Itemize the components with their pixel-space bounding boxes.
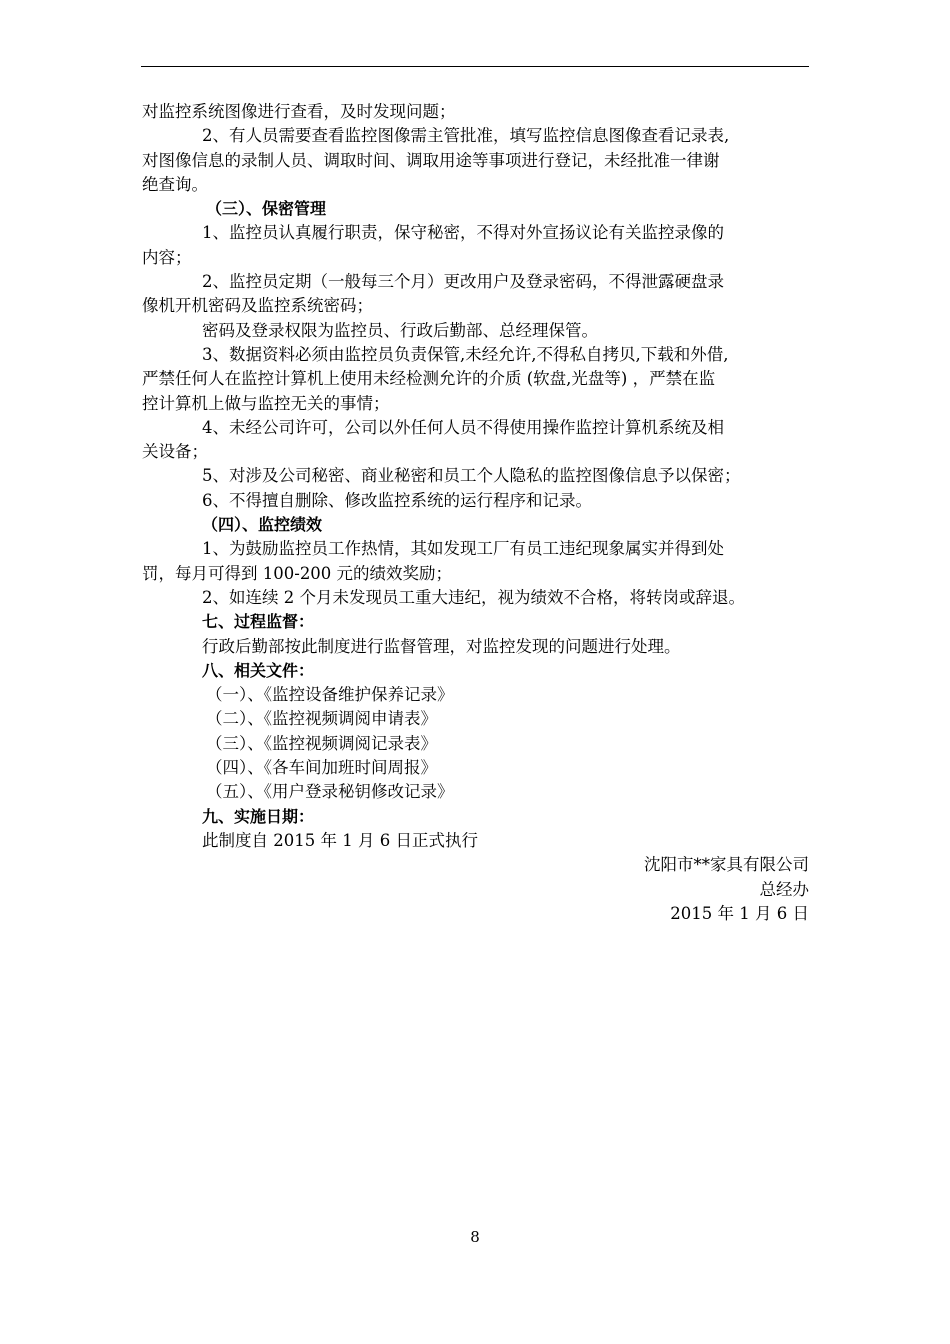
paragraph-line: 5、对涉及公司秘密、商业秘密和员工个人隐私的监控图像信息予以保密； <box>202 466 741 486</box>
paragraph-line: 1、监控员认真履行职责，保守秘密，不得对外宣扬议论有关监控录像的 <box>202 223 724 243</box>
signature-company: 沈阳市**家具有限公司 <box>644 855 809 875</box>
section-heading: 七、过程监督： <box>202 612 315 632</box>
paragraph-line: 罚，每月可得到 100-200 元的绩效奖励； <box>142 563 453 583</box>
list-item: （一）、《监控设备维护保养记录》 <box>206 685 454 705</box>
paragraph-line: 内容； <box>142 247 192 267</box>
paragraph-line: 对监控系统图像进行查看，及时发现问题； <box>142 102 456 121</box>
header-rule <box>141 66 809 67</box>
paragraph-line: 行政后勤部按此制度进行监督管理，对监控发现的问题进行处理。 <box>202 636 681 656</box>
paragraph-line: 密码及登录权限为监控员、行政后勤部、总经理保管。 <box>202 320 598 340</box>
list-item: （四）、《各车间加班时间周报》 <box>206 758 437 778</box>
paragraph-line: 2、如连续 2 个月未发现员工重大违纪，视为绩效不合格，将转岗或辞退。 <box>202 587 745 607</box>
section-heading: （四）、监控绩效 <box>202 515 323 535</box>
paragraph-line: 2、监控员定期（一般每三个月）更改用户及登录密码，不得泄露硬盘录 <box>202 272 724 292</box>
paragraph-line: 对图像信息的录制人员、调取时间、调取用途等事项进行登记，未经批准一律谢 <box>142 150 720 170</box>
document-body <box>142 100 809 926</box>
list-item: （三）、《监控视频调阅记录表》 <box>206 733 437 753</box>
paragraph-line: 4、未经公司许可，公司以外任何人员不得使用操作监控计算机系统及相 <box>202 417 724 437</box>
paragraph-line: 绝查询。 <box>142 174 208 194</box>
paragraph-line: 3、数据资料必须由监控员负责保管,未经允许,不得私自拷贝,下载和外借, <box>202 344 729 364</box>
section-heading: 八、相关文件： <box>202 660 315 680</box>
signature-date: 2015 年 1 月 6 日 <box>670 903 809 923</box>
paragraph-line: 6、不得擅自删除、修改监控系统的运行程序和记录。 <box>202 490 592 510</box>
paragraph-line: 控计算机上做与监控无关的事情； <box>142 393 390 413</box>
section-heading: （三）、保密管理 <box>206 199 327 219</box>
list-item: （二）、《监控视频调阅申请表》 <box>206 709 437 729</box>
page-number: 8 <box>470 1228 480 1246</box>
paragraph-line: 1、为鼓励监控员工作热情，其如发现工厂有员工违纪现象属实并得到处 <box>202 539 724 559</box>
list-item: （五）、《用户登录秘钥修改记录》 <box>206 782 454 802</box>
section-heading: 九、实施日期： <box>202 806 315 826</box>
paragraph-line: 严禁任何人在监控计算机上使用未经检测允许的介质 (软盘,光盘等) ，严禁在监 <box>142 369 716 389</box>
paragraph-line: 关设备； <box>142 442 208 462</box>
paragraph-line: 像机开机密码及监控系统密码； <box>142 296 373 316</box>
paragraph-line: 2、有人员需要查看监控图像需主管批准，填写监控信息图像查看记录表, <box>202 126 730 146</box>
signature-department: 总经办 <box>759 879 809 899</box>
paragraph-line: 此制度自 2015 年 1 月 6 日正式执行 <box>202 830 478 850</box>
